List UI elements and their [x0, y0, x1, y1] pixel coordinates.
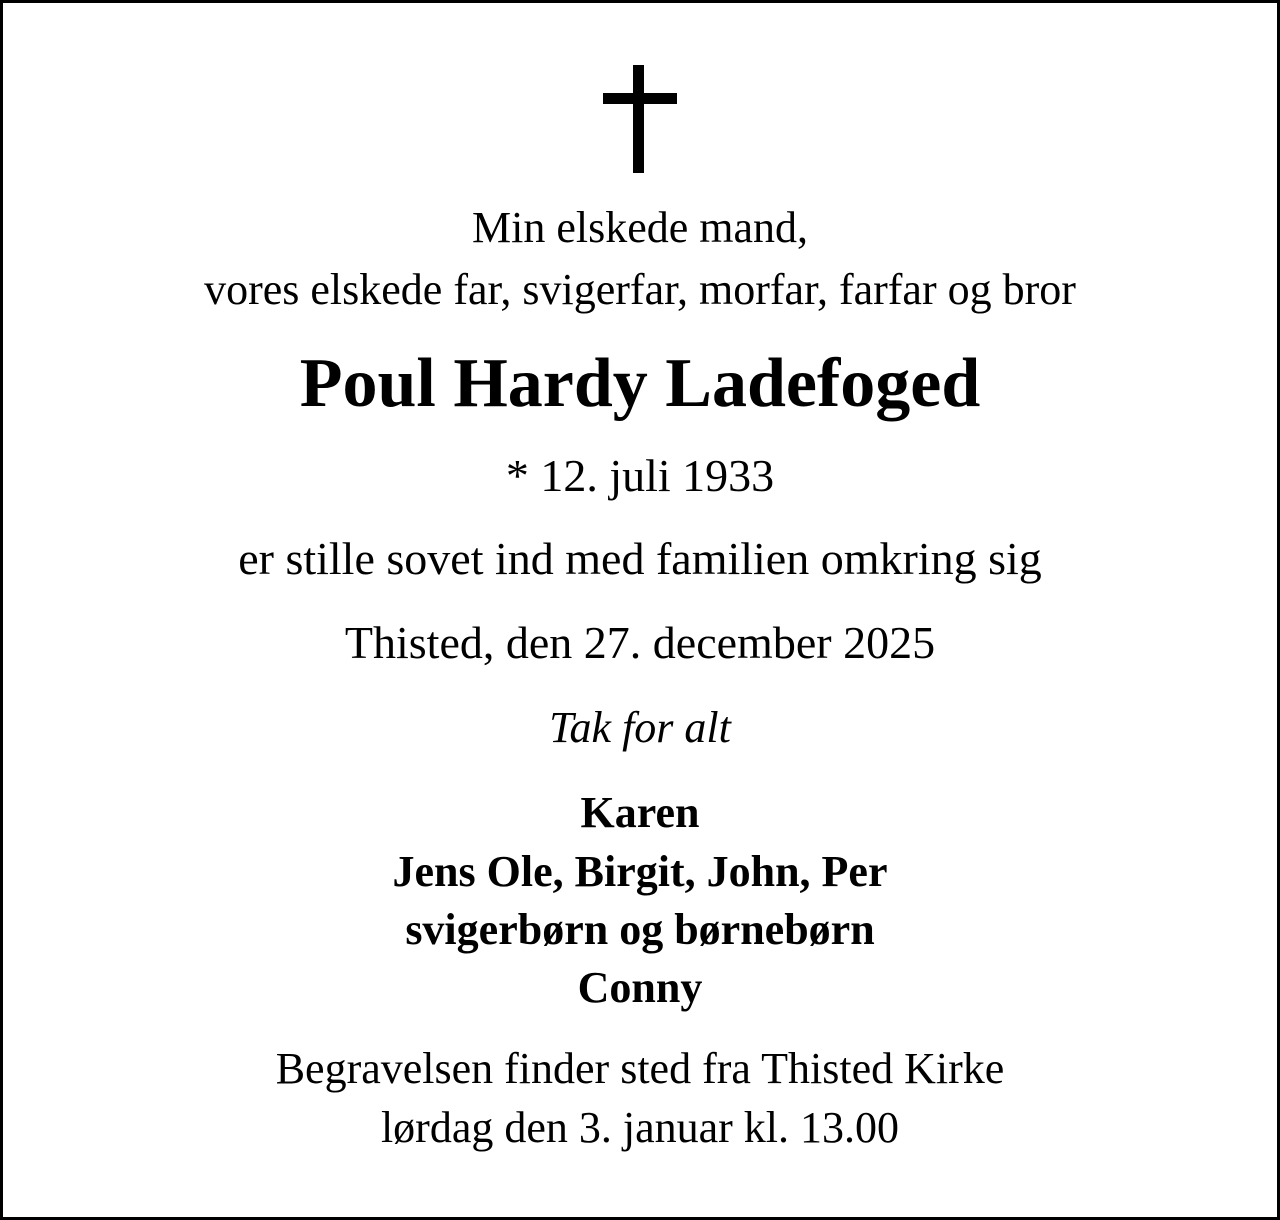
birth-date: * 12. juli 1933 [505, 450, 775, 501]
mourner-line: Karen [580, 788, 700, 837]
intro-line-1: Min elskede mand, [471, 203, 809, 252]
cross-icon [603, 65, 677, 173]
funeral-line-2: lørdag den 3. januar kl. 13.00 [380, 1103, 900, 1152]
mourner-line: Conny [577, 963, 703, 1012]
mourner-line: svigerbørn og børnebørn [405, 905, 875, 954]
place-and-date: Thisted, den 27. december 2025 [344, 617, 936, 668]
thanks-text: Tak for alt [549, 703, 731, 752]
passing-text: er stille sovet ind med familien omkring sig [238, 533, 1042, 584]
mourner-line: Jens Ole, Birgit, John, Per [392, 847, 888, 896]
funeral-line-1: Begravelsen finder sted fra Thisted Kirke [275, 1044, 1005, 1093]
intro-line-2: vores elskede far, svigerfar, morfar, farfar og bror [204, 265, 1076, 314]
deceased-name: Poul Hardy Ladefoged [299, 345, 981, 422]
